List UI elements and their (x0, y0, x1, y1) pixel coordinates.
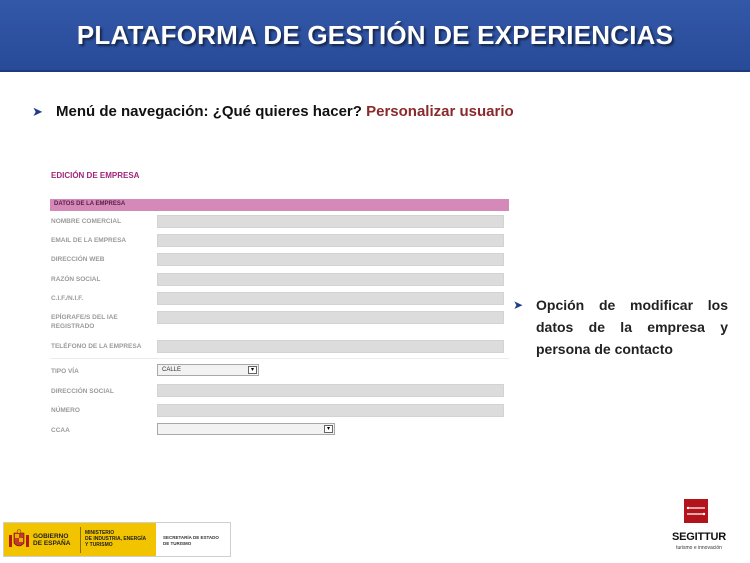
segittur-tagline: turismo e innovación (676, 545, 722, 551)
section-header (50, 199, 509, 211)
razon-social-input[interactable] (157, 273, 504, 286)
chevron-down-icon[interactable]: ▾ (248, 366, 257, 374)
tipo-via-select[interactable] (157, 364, 259, 376)
sec-line2: DE TURISMO (163, 540, 192, 546)
form-divider (50, 358, 509, 359)
personalizar-usuario-link[interactable]: Personalizar usuario (366, 103, 514, 120)
sec-line1: SECRETARÍA DE ESTADO (163, 535, 219, 540)
header-banner (0, 0, 750, 72)
cif-nif-label: C.I.F./N.I.F. (51, 295, 84, 302)
coat-of-arms-icon (8, 529, 30, 551)
tipo-via-label: TIPO VÍA (51, 368, 79, 375)
epigrafe-iae-label-line1: EPÍGRAFE/S DEL IAE (51, 314, 118, 321)
segittur-mark-icon (684, 499, 708, 523)
nombre-comercial-label: NOMBRE COMERCIAL (51, 218, 122, 225)
ministerio-text (85, 530, 146, 548)
government-logo (3, 522, 231, 557)
side-note (513, 294, 728, 360)
epigrafe-iae-label-line2: REGISTRADO (51, 323, 95, 330)
numero-label: NÚMERO (51, 407, 80, 414)
tipo-via-value: CALLE (162, 367, 182, 373)
min-line3: Y TURISMO (85, 542, 113, 548)
razon-social-label: RAZÓN SOCIAL (51, 276, 101, 283)
nav-label: Menú de navegación: ¿Qué quieres hacer? (56, 103, 362, 120)
ccaa-select[interactable] (157, 423, 335, 435)
direccion-web-label: DIRECCIÓN WEB (51, 256, 105, 263)
ccaa-label: CCAA (51, 427, 70, 434)
section-label: DATOS DE LA EMPRESA (54, 201, 126, 207)
epigrafe-iae-input[interactable] (157, 311, 504, 324)
page-title: PLATAFORMA DE GESTIÓN DE EXPERIENCIAS (76, 20, 674, 50)
min-line2: DE INDUSTRIA, ENERGÍA (85, 536, 147, 542)
segittur-logo (660, 497, 738, 557)
chevron-down-icon[interactable]: ▾ (324, 425, 333, 433)
direccion-web-input[interactable] (157, 253, 504, 266)
secretaria-text (163, 535, 219, 546)
arrow-right-icon: ➤ (513, 298, 524, 312)
min-line1: MINISTERIO (85, 530, 115, 536)
nombre-comercial-input[interactable] (157, 215, 504, 228)
gov-line2: DE ESPAÑA (33, 540, 71, 547)
email-empresa-label: EMAIL DE LA EMPRESA (51, 237, 127, 244)
arrow-right-icon: ➤ (32, 104, 43, 119)
form-title: EDICIÓN DE EMPRESA (51, 171, 140, 180)
telefono-empresa-input[interactable] (157, 340, 504, 353)
ministry-banner (4, 523, 156, 556)
navigation-line (32, 103, 514, 120)
numero-input[interactable] (157, 404, 504, 417)
email-empresa-input[interactable] (157, 234, 504, 247)
telefono-empresa-label: TELÉFONO DE LA EMPRESA (51, 343, 142, 350)
gov-separator (80, 527, 81, 553)
segittur-name: SEGITTUR (671, 531, 726, 543)
cif-nif-input[interactable] (157, 292, 504, 305)
gobierno-text (33, 533, 70, 547)
direccion-social-label: DIRECCIÓN SOCIAL (51, 388, 114, 395)
gov-line1: GOBIERNO (33, 533, 69, 540)
side-note-text: Opción de modificar los datos de la empresa y persona de contacto (536, 297, 728, 357)
direccion-social-input[interactable] (157, 384, 504, 397)
